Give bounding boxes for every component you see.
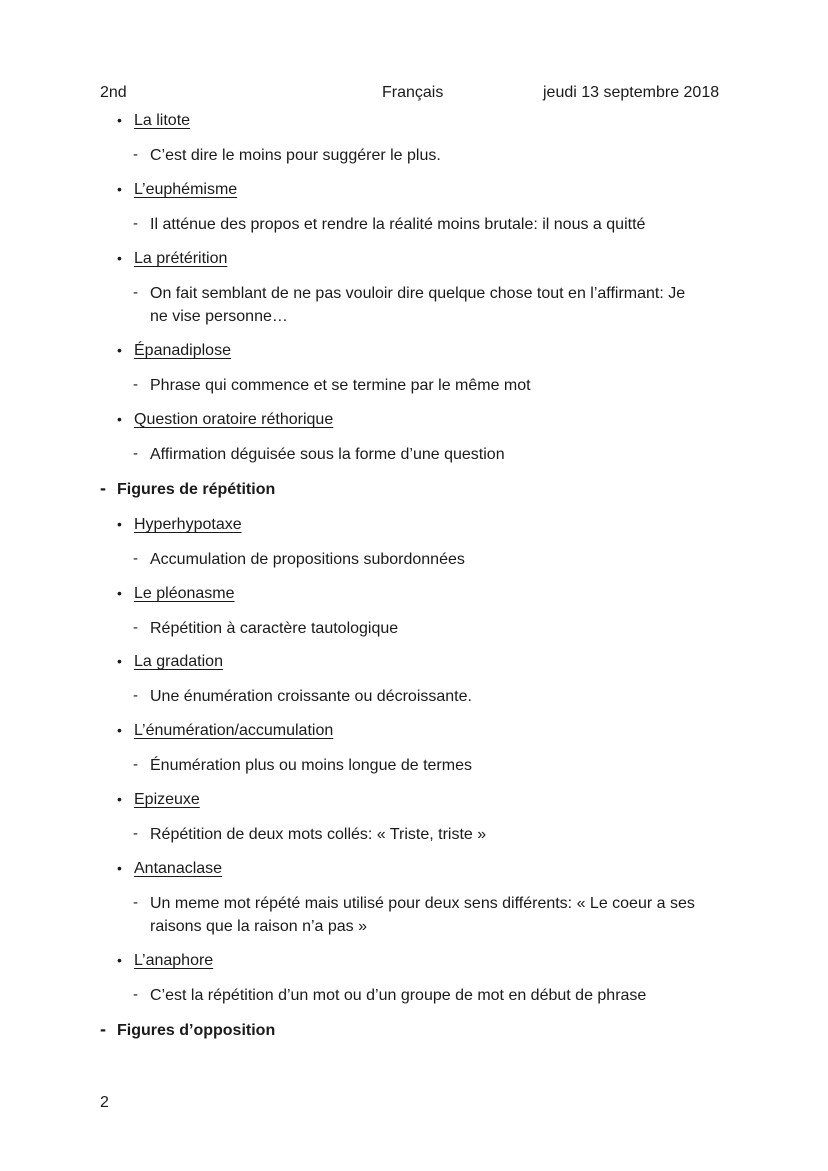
desc-litote: C’est dire le moins pour suggérer le plus.: [150, 147, 441, 164]
bullet-icon: •: [117, 722, 122, 738]
dash-icon: -: [133, 146, 138, 163]
bullet-icon: •: [117, 250, 122, 266]
page-number: 2: [100, 1094, 109, 1111]
section-title-repetition: Figures de répétition: [117, 481, 276, 498]
desc-pleonasme: Répétition à caractère tautologique: [150, 620, 399, 637]
desc-preterition-line2: ne vise personne…: [150, 308, 288, 325]
dash-icon: -: [133, 215, 138, 232]
dash-icon: -: [133, 284, 138, 301]
bullet-icon: •: [117, 952, 122, 968]
section-dash-icon: -: [100, 1019, 106, 1039]
bullet-icon: •: [117, 791, 122, 807]
header-date: jeudi 13 septembre 2018: [543, 84, 720, 101]
term-enumeration: L’énumération/accumulation: [134, 722, 334, 739]
dash-icon: -: [133, 550, 138, 567]
bullet-icon: •: [117, 112, 122, 128]
dash-icon: -: [133, 687, 138, 704]
desc-antanaclase-line1: Un meme mot répété mais utilisé pour deux sens différents: « Le coeur a ses: [150, 895, 695, 912]
term-euphemisme: L’euphémisme: [134, 181, 238, 198]
bullet-icon: •: [117, 585, 122, 601]
dash-icon: -: [133, 825, 138, 842]
term-antanaclase: Antanaclase: [134, 860, 223, 877]
dash-icon: -: [133, 445, 138, 462]
desc-antanaclase-line2: raisons que la raison n’a pas »: [150, 918, 368, 935]
term-epanadiplose: Épanadiplose: [134, 342, 231, 359]
dash-icon: -: [133, 894, 138, 911]
dash-icon: -: [133, 619, 138, 636]
desc-euphemisme: Il atténue des propos et rendre la réalité moins brutale: il nous a quitté: [150, 216, 646, 233]
desc-gradation: Une énumération croissante ou décroissante.: [150, 688, 472, 705]
desc-preterition-line1: On fait semblant de ne pas vouloir dire quelque chose tout en l’affirmant: Je: [150, 285, 686, 302]
bullet-icon: •: [117, 411, 122, 427]
bullet-icon: •: [117, 860, 122, 876]
dash-icon: -: [133, 376, 138, 393]
term-hyperhypotaxe: Hyperhypotaxe: [134, 516, 242, 533]
desc-anaphore: C’est la répétition d’un mot ou d’un groupe de mot en début de phrase: [150, 987, 647, 1004]
term-preterition: La prétérition: [134, 250, 228, 267]
term-anaphore: L’anaphore: [134, 952, 214, 969]
bullet-icon: •: [117, 653, 122, 669]
term-litote: La litote: [134, 112, 191, 129]
desc-question-oratoire: Affirmation déguisée sous la forme d’une question: [150, 446, 505, 463]
dash-icon: -: [133, 986, 138, 1003]
section-dash-icon: -: [100, 478, 106, 498]
header-class: 2nd: [100, 84, 127, 101]
desc-epanadiplose: Phrase qui commence et se termine par le même mot: [150, 377, 531, 394]
bullet-icon: •: [117, 181, 122, 197]
dash-icon: -: [133, 756, 138, 773]
desc-enumeration: Énumération plus ou moins longue de termes: [150, 757, 472, 774]
section-title-opposition: Figures d’opposition: [117, 1022, 276, 1039]
term-gradation: La gradation: [134, 653, 223, 670]
desc-hyperhypotaxe: Accumulation de propositions subordonnées: [150, 551, 465, 568]
term-question-oratoire: Question oratoire réthorique: [134, 411, 334, 428]
term-epizeuxe: Epizeuxe: [134, 791, 200, 808]
bullet-icon: •: [117, 342, 122, 358]
desc-epizeuxe: Répétition de deux mots collés: « Triste, triste »: [150, 826, 487, 843]
term-pleonasme: Le pléonasme: [134, 585, 235, 602]
header-subject: Français: [382, 84, 444, 101]
bullet-icon: •: [117, 516, 122, 532]
